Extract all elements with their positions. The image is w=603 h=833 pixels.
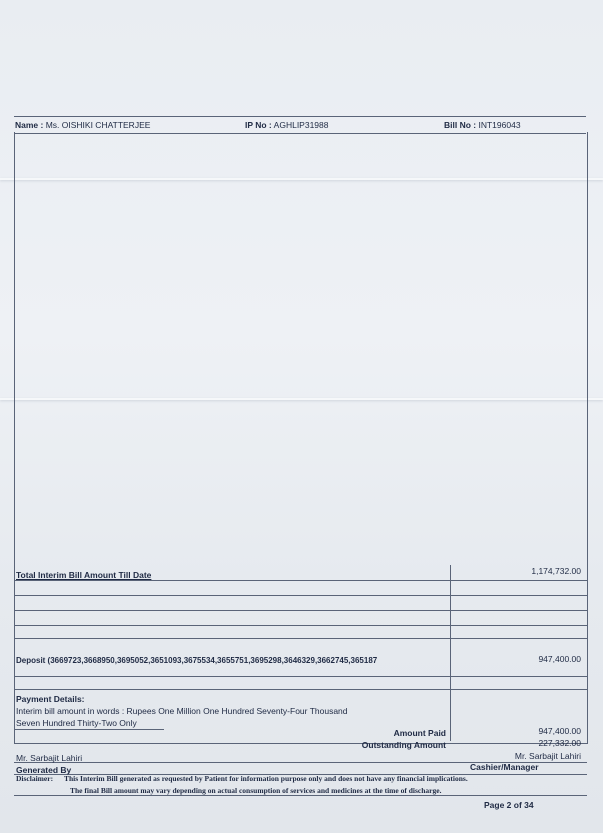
name-label: Name : [15, 120, 44, 130]
total-interim-label: Total Interim Bill Amount Till Date [16, 570, 152, 580]
disclaimer-label: Disclaimer: [16, 774, 54, 783]
words-underline [14, 729, 164, 730]
deposit-label: Deposit (3669723,3668950,3695052,3651093,3675534,3655751,3695298,3646329,3662745,365187 [16, 656, 378, 665]
row-divider [14, 610, 587, 611]
bill-body-frame [14, 132, 588, 744]
amount-column-divider [450, 565, 451, 741]
deposit-value: 947,400.00 [538, 654, 581, 664]
row-divider [14, 676, 587, 677]
amount-paid-value: 947,400.00 [538, 726, 581, 736]
ip-label: IP No : [245, 120, 272, 130]
amount-in-words-line1: Interim bill amount in words : Rupees One Million One Hundred Seventy-Four Thousand [16, 706, 348, 716]
cashier-name: Mr. Sarbajit Lahiri [514, 751, 581, 761]
generated-by-label: Generated By [16, 765, 72, 775]
generated-by-name: Mr. Sarbajit Lahiri [16, 753, 83, 763]
cashier-label: Cashier/Manager [470, 762, 539, 772]
outstanding-value: 227,332.00 [538, 738, 581, 748]
bill-label: Bill No : [444, 120, 477, 130]
bill-field [444, 120, 521, 130]
name-field [15, 120, 150, 130]
row-divider [14, 689, 587, 690]
amount-paid-label: Amount Paid [393, 728, 446, 738]
bill-number: INT196043 [478, 120, 521, 130]
amount-in-words-line2: Seven Hundred Thirty-Two Only [16, 718, 137, 728]
ip-number: AGHLIP31988 [273, 120, 329, 130]
row-divider [14, 625, 587, 626]
page-number: Page 2 of 34 [484, 800, 534, 810]
outstanding-label: Outstanding Amount [361, 740, 446, 750]
disclaimer-line1: This Interim Bill generated as requested by Patient for information purpose only and does not have any financial implications. [64, 774, 468, 783]
row-divider [14, 595, 587, 596]
disclaimer-line2: The final Bill amount may vary depending on actual consumption of services and medicines at the time of discharge. [70, 786, 442, 795]
row-divider [14, 638, 587, 639]
payment-details-title: Payment Details: [16, 694, 85, 704]
row-divider [14, 580, 587, 581]
total-interim-value: 1,174,732.00 [531, 566, 581, 576]
patient-name: Ms. OISHIKI CHATTERJEE [45, 120, 151, 130]
row-divider [14, 795, 587, 796]
ip-field [245, 120, 329, 130]
